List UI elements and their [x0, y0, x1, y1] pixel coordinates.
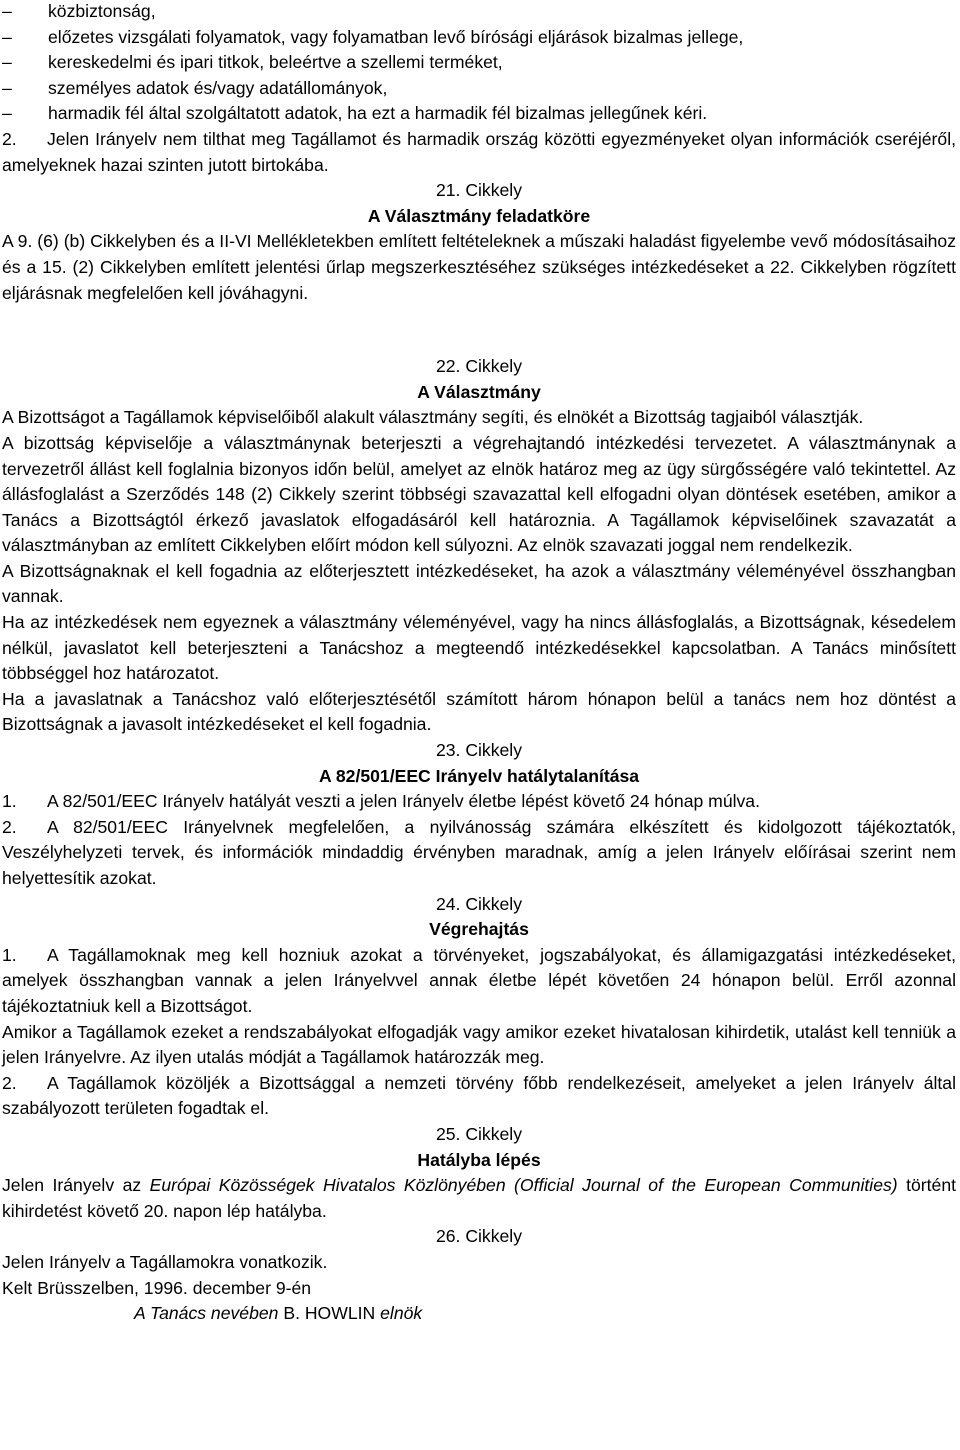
article-23-number: 23. Cikkely: [435, 740, 523, 761]
article-24-paragraph-1b: Amikor a Tagállamok ezeket a rendszabályokat elfogadják vagy amikor ezeket hivatalosan kihirdetik, utalást kell tenniük a jelen Irányelvre. Az ilyen utalás módját a Tagállamok határozzák meg.: [2, 1021, 956, 1068]
paragraph-number: 2.: [2, 816, 17, 837]
bullet-text: személyes adatok és/vagy adatállományok,: [48, 77, 388, 98]
dash-icon: –: [2, 77, 12, 98]
article-22-number: 22. Cikkely: [435, 356, 523, 377]
article-20-paragraph-2: [2, 127, 956, 178]
text-segment: Jelen Irányelv az: [2, 1175, 150, 1196]
bullet-item: [2, 101, 956, 127]
journal-title: Európai Közösségek Hivatalos Közlönyében (Official Journal of the European Communities): [149, 1175, 898, 1196]
article-21-title: A Választmány feladatköre: [367, 205, 591, 226]
bullet-text: közbiztonság,: [48, 1, 156, 21]
bullet-item: [2, 0, 956, 25]
dash-icon: –: [2, 103, 12, 124]
dash-icon: –: [2, 26, 12, 47]
paragraph-number: 2.: [2, 1072, 17, 1093]
article-25-text: [2, 1173, 956, 1224]
paragraph-number: 2.: [2, 128, 17, 149]
signatory-role: elnök: [380, 1303, 423, 1324]
article-22-paragraph: A Bizottságot a Tagállamok képviselőiből alakult választmány segíti, és elnökét a Bizottság tagjaiból választják.: [2, 407, 864, 428]
article-21-number: 21. Cikkely: [435, 180, 523, 201]
signature-label: A Tanács nevében: [134, 1303, 279, 1324]
text-segment: történt kihirdetést követő 20. napon lép hatályba.: [2, 1175, 956, 1221]
article-21-text: A 9. (6) (b) Cikkelyben és a II-VI Mellékletekben említett feltételeknek a műszaki haladást figyelembe vevő módosításaihoz és a 15. (2) Cikkelyben említett jelentési űrlap megszerkesztéséhez szükséges intézkedéseket a 22. Cikkelyben rögzített eljárásnak megfelelően kell jóváhagyni.: [2, 231, 956, 303]
paragraph-number: 1.: [2, 944, 17, 965]
article-24-title: Végrehajtás: [429, 919, 529, 940]
bullet-text: kereskedelmi és ipari titkok, beleértve a szellemi terméket,: [48, 52, 503, 73]
article-22-paragraph: A Bizottságnaknak el kell fogadnia az előterjesztett intézkedéseket, ha azok a választmány véleményével összhangban vannak.: [2, 560, 956, 607]
article-24-paragraph-2: [2, 1071, 956, 1122]
bullet-item: [2, 76, 956, 102]
article-25-number: 25. Cikkely: [435, 1123, 523, 1144]
paragraph-text: A Tagállamoknak meg kell hozniuk azokat a törvényeket, jogszabályokat, és államigazgatási intézkedéseket, amelyek összhangban vannak a jelen Irányelvvel annak életbe lépét követően 24 hónapon belül. Erről azonnal tájékoztatniuk kell a Bizottságot.: [2, 944, 956, 1016]
paragraph-text: A 82/501/EEC Irányelv hatályát veszti a jelen Irányelv életbe lépést követő 24 hónap múlva.: [47, 791, 760, 812]
bullet-item: [2, 25, 956, 51]
article-23-title: A 82/501/EEC Irányelv hatálytalanítása: [318, 765, 640, 786]
signatory-name: B. HOWLIN: [278, 1303, 381, 1324]
bullet-item: [2, 50, 956, 76]
paragraph-text: A 82/501/EEC Irányelvnek megfelelően, a nyilvánosság számára elkészített és kidolgozott tájékoztatók, Veszélyhelyzeti tervek, és információk mindaddig érvényben maradnak, amíg a jelen Irányelv előírásai szerint nem helyettesítik azokat.: [2, 816, 956, 888]
article-26-number: 26. Cikkely: [435, 1226, 523, 1247]
paragraph-text: Jelen Irányelv nem tilthat meg Tagállamot és harmadik ország közötti egyezményeket olyan információk cseréjéről, amelyeknek hazai szinten jutott birtokába.: [2, 128, 956, 175]
article-22-paragraph: Ha a javaslatnak a Tanácshoz való előterjesztésétől számított három hónapon belül a tanács nem hoz döntést a Bizottságnak a javasolt intézkedéseket el kell fogadnia.: [2, 688, 956, 735]
document-page: [2, 0, 956, 1327]
place-date: Kelt Brüsszelben, 1996. december 9-én: [2, 1277, 312, 1298]
spacer: [2, 306, 956, 354]
bullet-text: előzetes vizsgálati folyamatok, vagy folyamatban levő bírósági eljárások bizalmas jellege,: [48, 26, 744, 47]
article-23-paragraph-1: [2, 789, 956, 815]
bullet-text: harmadik fél által szolgáltatott adatok, ha ezt a harmadik fél bizalmas jellegűnek kéri.: [48, 103, 708, 124]
article-22-title: A Választmány: [417, 381, 541, 402]
article-24-paragraph-1: [2, 943, 956, 1020]
paragraph-number: 1.: [2, 791, 17, 812]
article-25-title: Hatályba lépés: [417, 1149, 541, 1170]
dash-icon: –: [2, 1, 12, 21]
article-24-number: 24. Cikkely: [435, 893, 523, 914]
dash-icon: –: [2, 52, 12, 73]
article-22-paragraph: Ha az intézkedések nem egyeznek a választmány véleményével, vagy ha nincs állásfoglalás, a Bizottságnak, késedelem nélkül, javaslatot kell beterjeszteni a Tanácshoz a megteendő intézkedésekkel kapcsolatban. A Tanács minősített többséggel hoz határozatot.: [2, 612, 956, 684]
article-22-paragraph: A bizottság képviselője a választmánynak beterjeszti a végrehajtandó intézkedési tervezetet. A választmánynak a tervezetről állást kell foglalnia bizonyos időn belül, amelyet az elnök határoz meg az ügy sürgősségére való tekintettel. Az állásfoglalást a Szerződés 148 (2) Cikkely szerint többségi szavazattal kell elfogadni olyan döntések esetében, amikor a Tanács a Bizottságtól érkező javaslatok elfogadásáról kell határoznia. A Tagállamok képviselőinek szavazatát a választmányban az említett Cikkelyben előírt módon kell súlyozni. Az elnök szavazati joggal nem rendelkezik.: [2, 432, 956, 556]
signature-line: [2, 1301, 956, 1327]
article-26-text: Jelen Irányelv a Tagállamokra vonatkozik.: [2, 1251, 328, 1272]
article-23-paragraph-2: [2, 815, 956, 892]
paragraph-text: A Tagállamok közöljék a Bizottsággal a nemzeti törvény főbb rendelkezéseit, amelyeket a jelen Irányelv által szabályozott területen fogadtak el.: [2, 1072, 956, 1119]
